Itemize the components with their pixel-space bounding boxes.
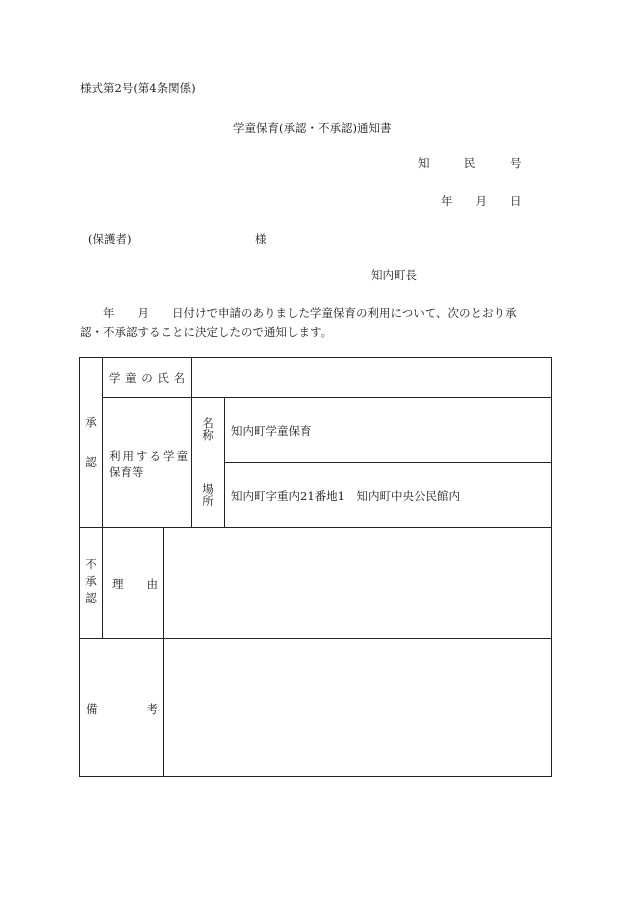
body-text-line-2: 認・不承認することに決定したので通知します。	[80, 325, 333, 339]
facility-place-value: 知内町字重内21番地1 知内町中央公民館内	[231, 489, 460, 503]
document-number: 知 民 号	[418, 156, 522, 170]
facility-name-value: 知内町学童保育	[231, 424, 312, 438]
child-name-label: 学 童 の 氏 名	[109, 371, 185, 385]
honorific: 様	[255, 232, 267, 246]
document-title: 学童保育(承認・不承認)通知書	[233, 121, 392, 135]
name-label: 名称	[202, 416, 214, 442]
guardian-label: (保護者)	[88, 232, 132, 246]
facility-label: 利用する学童 保育等	[109, 449, 190, 479]
disapprove-label: 不承認	[85, 557, 97, 605]
issuer-name: 知内町長	[371, 268, 417, 282]
form-number: 様式第2号(第4条関係)	[80, 81, 196, 95]
issue-date: 年 月 日	[441, 194, 522, 208]
remarks-label: 備 考	[86, 702, 158, 716]
place-label: 場所	[202, 482, 214, 508]
body-text-line-1: 年 月 日付けで申請のありました学童保育の利用について、次のとおり承	[80, 306, 517, 320]
approve-label-text: 承 認	[85, 415, 97, 469]
approve-label	[80, 412, 102, 472]
reason-label: 理 由	[112, 577, 158, 591]
